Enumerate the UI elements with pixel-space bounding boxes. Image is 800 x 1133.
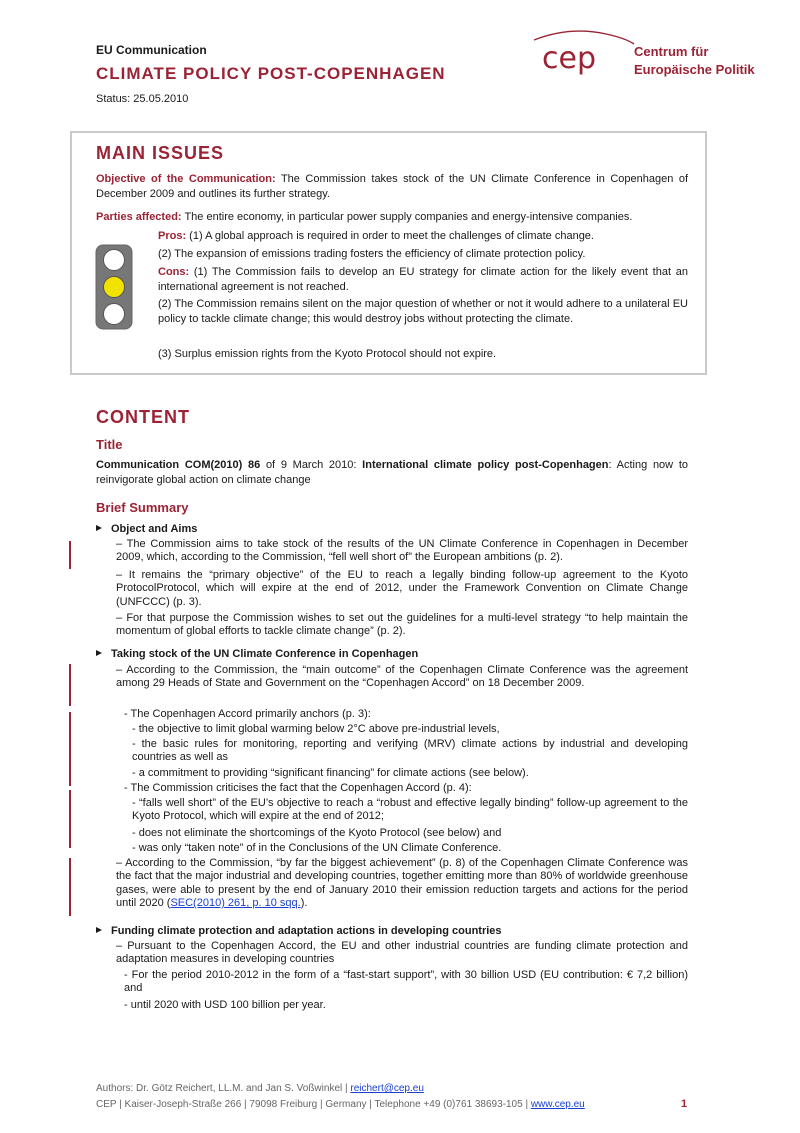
section-heading xyxy=(96,648,418,660)
change-marker xyxy=(69,541,71,569)
triangle-bullet-icon xyxy=(96,525,102,531)
list-item: - The Copenhagen Accord primarily anchors (p. 3): xyxy=(124,708,371,720)
title-subheading: Title xyxy=(96,437,123,452)
section-heading xyxy=(96,523,197,535)
change-marker xyxy=(69,664,71,706)
parties-text: The entire economy, in particular power supply companies and energy-intensive companies. xyxy=(181,211,633,223)
list-item: – According to the Commission, the “main outcome” of the Copenhagen Climate Conference was the agreement among 29 Heads of State and Government on the “Copenhagen Accord” on 18 December 2009. xyxy=(116,664,688,690)
traffic-light-icon xyxy=(95,244,133,330)
section-heading-text: Taking stock of the UN Climate Conference in Copenhagen xyxy=(111,648,419,660)
org-line-1: Centrum für xyxy=(634,44,709,59)
list-item: - The Commission criticises the fact that the Copenhagen Accord (p. 4): xyxy=(124,782,472,794)
logo-text: cep xyxy=(542,41,596,76)
triangle-bullet-icon xyxy=(96,650,102,656)
objective-text: The Commission takes stock of the UN Climate Conference in Copenhagen of December 2009 and outlines its further strategy. xyxy=(96,173,688,200)
objective-paragraph xyxy=(96,172,688,202)
section-heading-text: Funding climate protection and adaptation actions in developing countries xyxy=(111,925,502,937)
communication-name: International climate policy post-Copenhagen xyxy=(362,459,609,471)
communication-id: Communication COM(2010) 86 xyxy=(96,459,261,471)
cons-1 xyxy=(158,265,688,295)
change-marker xyxy=(69,858,71,916)
communication-title xyxy=(96,458,688,488)
authors-text: Authors: Dr. Götz Reichert, LL.M. and Jan S. Voßwinkel | xyxy=(96,1083,351,1094)
org-line-2: Europäische Politik xyxy=(634,62,755,77)
document-title: CLIMATE POLICY POST-COPENHAGEN xyxy=(96,64,446,83)
footer-authors xyxy=(96,1083,424,1094)
pros-1 xyxy=(158,229,688,244)
list-item: – For that purpose the Commission wishes to set out the guidelines for a multi-level strategy “to help maintain the momentum of global efforts to tackle climate change” (p. 2). xyxy=(116,612,688,638)
content-heading: CONTENT xyxy=(96,407,190,427)
brief-summary-subheading: Brief Summary xyxy=(96,500,189,515)
list-item: - the basic rules for monitoring, reporting and verifying (MRV) climate actions by industrial and developing countries as well as xyxy=(132,738,688,764)
list-item: – It remains the “primary objective” of the EU to reach a legally binding follow-up agreement to the Kyoto ProtocolProtocol, which will expire at the end of 2012, under the Framework Convention on Climate Change (UNFCCC) (p. 3). xyxy=(116,569,688,608)
document-series: EU Communication xyxy=(96,43,207,57)
pros-label: Pros: xyxy=(158,230,187,242)
email-link[interactable]: reichert@cep.eu xyxy=(350,1083,424,1094)
address-text: CEP | Kaiser-Joseph-Straße 266 | 79098 Freiburg | Germany | Telephone +49 (0)761 38693-105 | xyxy=(96,1099,531,1110)
organisation-name xyxy=(634,43,755,79)
section-heading-text: Object and Aims xyxy=(111,523,198,535)
triangle-bullet-icon xyxy=(96,927,102,933)
list-item: - until 2020 with USD 100 billion per year. xyxy=(124,999,326,1011)
cep-logo xyxy=(530,30,640,76)
cons-3: (3) Surplus emission rights from the Kyoto Protocol should not expire. xyxy=(158,348,497,360)
website-link[interactable]: www.cep.eu xyxy=(530,1099,585,1110)
change-marker xyxy=(69,790,71,848)
cons-label: Cons: xyxy=(158,266,190,278)
parties-paragraph xyxy=(96,210,688,225)
change-marker xyxy=(69,712,71,786)
cons-2: (2) The Commission remains silent on the major question of whether or not it would adhere to a unilateral EU policy to tackle climate change; this would destroy jobs without protecting the climate. xyxy=(158,298,688,325)
cons-1-text: (1) The Commission fails to develop an EU strategy for climate action for the likely event that an international agreement is not reached. xyxy=(158,266,688,293)
list-item: - “falls well short” of the EU’s objective to reach a “robust and effective legally binding” follow-up agreement to the Kyoto Protocol, which will expire at the end of 2012; xyxy=(132,797,688,823)
source-link[interactable]: SEC(2010) 261, p. 10 sqq. xyxy=(170,897,301,910)
list-item: - a commitment to providing “significant financing” for climate actions (see below). xyxy=(132,767,529,779)
section-heading xyxy=(96,925,502,937)
list-item: - For the period 2010-2012 in the form of a “fast-start support”, with 30 billion USD (EU contribution: € 7,2 billion) and xyxy=(124,969,688,995)
list-item-tail: ). xyxy=(300,897,308,910)
communication-subtitle: : Acting now to reinvigorate global action on climate change xyxy=(96,459,689,486)
status-date: Status: 25.05.2010 xyxy=(96,93,189,105)
list-item-text: – According to the Commission, “by far the biggest achievement” (p. 8) of the Copenhagen Climate Conference was the fact that the major industrial and developing countries, together emitting more than 80% of worldwide greenhouse gases, were able to present by the end of January 2010 their emission reduction targets and actions for the period until 2020 ( xyxy=(116,857,688,910)
communication-date: of 9 March 2010: xyxy=(260,459,363,471)
parties-label: Parties affected: xyxy=(96,211,182,223)
list-item: – Pursuant to the Copenhagen Accord, the EU and other industrial countries are funding climate protection and adaptation measures in developing countries xyxy=(116,940,688,966)
list-item: - was only “taken note” of in the Conclusions of the UN Climate Conference. xyxy=(132,842,502,854)
list-item: - does not eliminate the shortcomings of the Kyoto Protocol (see below) and xyxy=(132,827,502,839)
main-issues-heading: MAIN ISSUES xyxy=(96,143,225,163)
list-item: – The Commission aims to take stock of the results of the UN Climate Conference in Copenhagen in December 2009, which, according to the Commission, “fell well short of” the European ambitions (p. 2). xyxy=(116,538,688,564)
objective-label: Objective of the Communication: xyxy=(96,173,276,185)
list-item: - the objective to limit global warming below 2°C above pre-industrial levels, xyxy=(132,723,500,735)
pros-2: (2) The expansion of emissions trading fosters the efficiency of climate protection policy. xyxy=(158,248,586,260)
list-item xyxy=(116,857,688,911)
pros-1-text: (1) A global approach is required in order to meet the challenges of climate change. xyxy=(186,230,594,242)
footer-address xyxy=(96,1099,585,1110)
page-number: 1 xyxy=(681,1098,688,1110)
